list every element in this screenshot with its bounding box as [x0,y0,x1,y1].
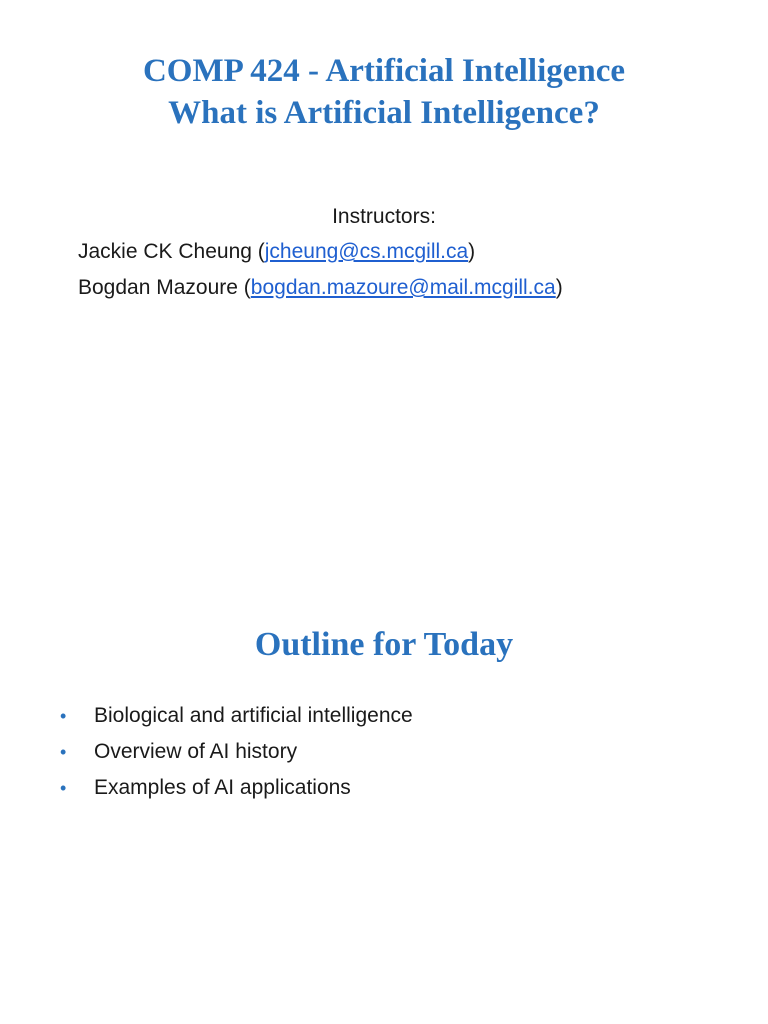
list-item-text: Biological and artificial intelligence [94,704,413,727]
bullet-icon: • [60,706,67,726]
slide-outline [0,512,768,1024]
outline-title: Outline for Today [254,626,514,663]
instructor-email-link[interactable]: bogdan.mazoure@mail.mcgill.ca [250,276,556,299]
list-item-text: Examples of AI applications [94,776,351,799]
instructor-name: Bogdan Mazoure [78,276,238,299]
course-title: COMP 424 - Artificial Intelligence [142,53,626,89]
instructors-heading: Instructors: [332,205,436,228]
slide-title-heading [0,50,768,134]
bullet-icon: • [60,778,67,798]
lecture-title: What is Artificial Intelligence? [168,95,600,131]
bullet-icon: • [60,742,67,762]
instructor-name: Jackie CK Cheung [78,240,252,263]
list-item-text: Overview of AI history [94,740,298,763]
instructor-2: Bogdan Mazoure (bogdan.mazoure@mail.mcgill.ca) [78,276,563,299]
instructor-email-link[interactable]: jcheung@cs.mcgill.ca [264,240,469,263]
instructor-1: Jackie CK Cheung (jcheung@cs.mcgill.ca) [78,240,476,263]
